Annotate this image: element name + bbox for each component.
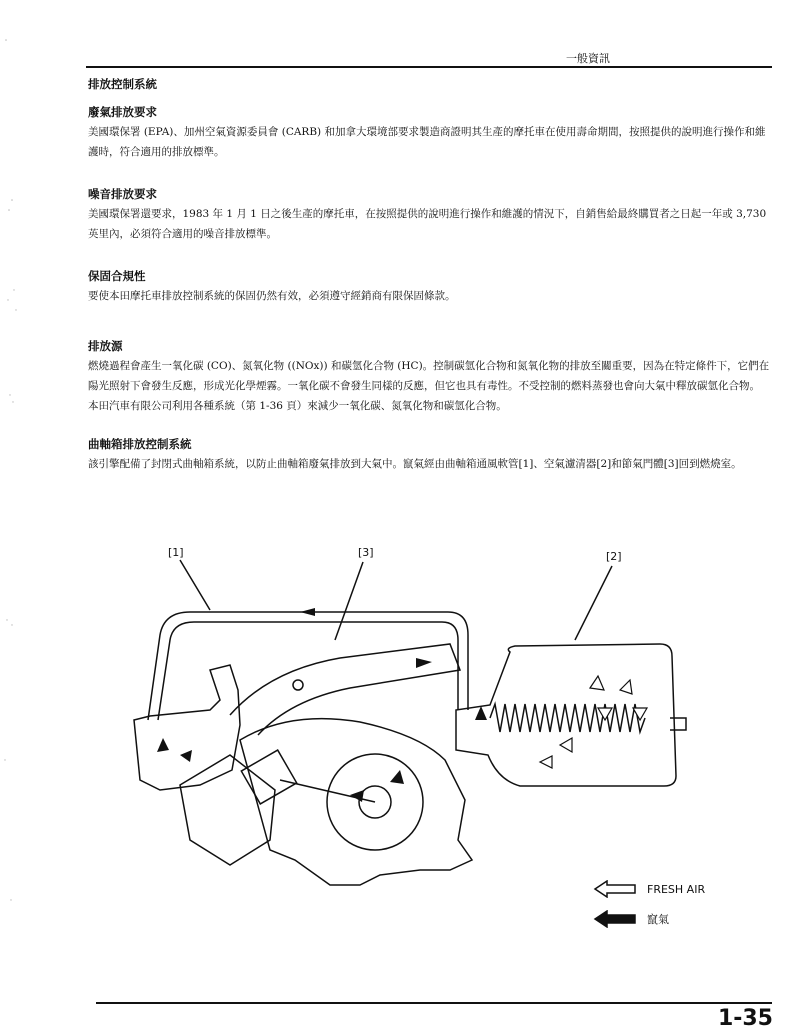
section-title: 噪音排放要求 — [88, 187, 157, 201]
leader-2 — [575, 566, 612, 640]
section-warranty — [88, 266, 772, 306]
fresh-air-arrow — [560, 738, 572, 752]
blowby-arrow — [390, 770, 404, 784]
page-number: 1-35 — [717, 1006, 773, 1031]
section-text: 燃燒過程會產生一氧化碳 (CO)、氮氧化物 ((NOx)) 和碳氫化合物 (HC)。控制碳氫化合物和氮氧化物的排放至關重要，因為在特定條件下，它們在陽光照射下會發生反應，形成光化學煙霧。一氧化碳不會發生同樣的反應，但它也具有毒性。不受控制的燃料蒸發也會向大氣中釋放碳氫化合物。 — [88, 360, 770, 392]
legend-fresh-air — [593, 880, 705, 898]
blowby-arrow — [350, 790, 364, 802]
crankcase — [240, 719, 472, 885]
callout-2: [2] — [606, 550, 622, 563]
hollow-arrow-icon — [593, 880, 637, 898]
fresh-air-arrow — [598, 708, 612, 720]
callout-3: [3] — [358, 546, 374, 559]
blowby-arrow — [416, 658, 432, 668]
fresh-air-arrow — [590, 676, 604, 690]
blowby-arrow — [180, 750, 192, 762]
fresh-air-arrow — [540, 756, 552, 768]
header-rule — [86, 66, 772, 68]
blowby-arrow — [475, 706, 487, 720]
header-section-title: 一般資訊 — [566, 52, 610, 65]
filled-arrow-icon — [593, 910, 637, 928]
breather-hose-inner — [158, 622, 458, 720]
fresh-air-arrow — [620, 680, 632, 694]
legend-blow-by-label: 竄氣 — [647, 913, 669, 926]
section-title: 廢氣排放要求 — [88, 105, 157, 119]
section-sources — [88, 336, 772, 416]
diagram-legend — [593, 880, 705, 940]
callout-1: [1] — [168, 546, 184, 559]
scan-noise — [0, 0, 40, 1031]
cylinder-head — [134, 665, 240, 790]
section-exhaust — [88, 102, 772, 162]
section-crankcase — [88, 434, 772, 474]
leader-3 — [335, 562, 363, 640]
section-text: 該引擎配備了封閉式曲軸箱系統，以防止曲軸箱廢氣排放到大氣中。竄氣經由曲軸箱通風軟管[1]、空氣濾清器[2]和節氣門體[3]回到燃燒室。 — [88, 458, 742, 470]
footer-rule — [96, 1002, 772, 1004]
leader-1 — [180, 560, 210, 610]
section-title: 排放源 — [88, 339, 123, 353]
section-noise — [88, 184, 772, 244]
throttle-body — [230, 644, 460, 735]
filter-element — [490, 704, 645, 732]
blowby-arrow — [157, 738, 169, 752]
main-title: 排放控制系統 — [88, 77, 157, 91]
section-text: 美國環保署 (EPA)、加州空氣資源委員會 (CARB) 和加拿大環境部要求製造商證明其生產的摩托車在使用壽命期間，按照提供的說明進行操作和維護時，符合適用的排放標準。 — [88, 126, 766, 158]
blowby-arrow — [300, 608, 315, 616]
throttle-valve — [293, 680, 303, 690]
section-text: 美國環保署還要求，1983 年 1 月 1 日之後生產的摩托車，在按照提供的說明進行操作和維護的情況下，自銷售給最終購買者之日起一年或 3,730 英里內，必須符合適用的噪音排放標準。 — [88, 208, 767, 240]
section-text-2: 本田汽車有限公司利用各種系統（第 1-36 頁）來減少一氧化碳、氮氧化物和碳氫化合物。 — [88, 400, 507, 412]
air-cleaner-inlet — [670, 718, 686, 730]
engine-drawing — [120, 540, 700, 930]
document-body — [88, 74, 772, 474]
section-text: 要使本田摩托車排放控制系統的保固仍然有效，必須遵守經銷商有限保固條款。 — [88, 290, 456, 302]
section-title: 曲軸箱排放控制系統 — [88, 437, 192, 451]
section-title: 保固合規性 — [88, 269, 146, 283]
legend-fresh-air-label: FRESH AIR — [647, 882, 706, 896]
crankcase-diagram — [120, 540, 700, 930]
legend-blow-by — [593, 910, 705, 928]
